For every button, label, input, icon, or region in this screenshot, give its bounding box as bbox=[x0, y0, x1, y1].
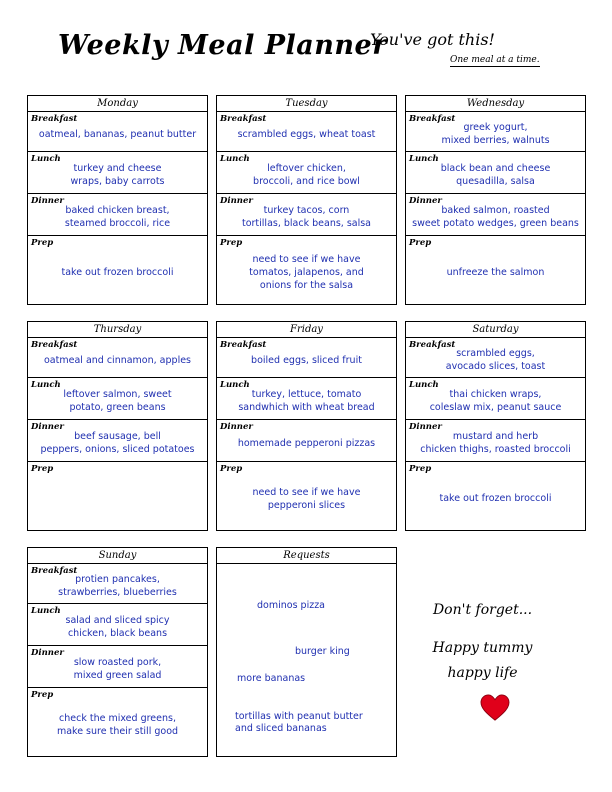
dinner-label: Dinner bbox=[31, 422, 64, 432]
lunch-section bbox=[406, 378, 585, 420]
dinner-label: Dinner bbox=[220, 196, 253, 206]
dinner-entry: slow roasted pork, mixed green salad bbox=[73, 657, 162, 681]
lunch-section bbox=[28, 152, 207, 194]
breakfast-label: Breakfast bbox=[31, 114, 78, 124]
lunch-section bbox=[28, 378, 207, 420]
dinner-entry: homemade pepperoni pizzas bbox=[237, 438, 376, 449]
breakfast-entry: scrambled eggs, wheat toast bbox=[237, 129, 376, 140]
requests-heading: Requests bbox=[217, 548, 396, 564]
breakfast-entry: protien pancakes, strawberries, blueberries bbox=[58, 574, 177, 598]
heart-icon bbox=[480, 694, 510, 722]
prep-section bbox=[28, 236, 207, 305]
day-box-monday bbox=[27, 95, 208, 305]
dinner-entry: baked salmon, roasted sweet potato wedges, green beans bbox=[412, 205, 579, 229]
breakfast-entry: boiled eggs, sliced fruit bbox=[251, 355, 362, 366]
lunch-label: Lunch bbox=[31, 606, 61, 616]
lunch-label: Lunch bbox=[220, 154, 250, 164]
dinner-label: Dinner bbox=[220, 422, 253, 432]
dinner-section bbox=[217, 194, 396, 236]
breakfast-entry: greek yogurt, mixed berries, walnuts bbox=[441, 122, 550, 146]
subtagline: One meal at a time. bbox=[450, 55, 540, 65]
prep-entry: take out frozen broccoli bbox=[439, 493, 552, 504]
prep-section bbox=[406, 236, 585, 305]
prep-label: Prep bbox=[31, 464, 54, 474]
breakfast-label: Breakfast bbox=[220, 340, 267, 350]
day-heading: Tuesday bbox=[217, 96, 396, 112]
dinner-entry: mustard and herb chicken thighs, roasted broccoli bbox=[420, 431, 571, 455]
dinner-section bbox=[217, 420, 396, 462]
prep-section bbox=[406, 462, 585, 531]
breakfast-label: Breakfast bbox=[409, 340, 456, 350]
dinner-section bbox=[28, 420, 207, 462]
request-item: tortillas with peanut butter and sliced bananas bbox=[235, 711, 363, 734]
request-item: dominos pizza bbox=[257, 600, 326, 611]
prep-entry: need to see if we have pepperoni slices bbox=[252, 487, 361, 511]
lunch-section bbox=[406, 152, 585, 194]
dinner-section bbox=[406, 420, 585, 462]
breakfast-section bbox=[406, 338, 585, 378]
lunch-entry: leftover salmon, sweet potato, green beans bbox=[63, 389, 172, 413]
lunch-entry: salad and sliced spicy chicken, black beans bbox=[65, 615, 170, 639]
prep-label: Prep bbox=[409, 464, 432, 474]
prep-label: Prep bbox=[220, 238, 243, 248]
day-heading: Monday bbox=[28, 96, 207, 112]
dinner-section bbox=[28, 194, 207, 236]
breakfast-entry: scrambled eggs, avocado slices, toast bbox=[445, 348, 546, 372]
day-box-friday bbox=[216, 321, 397, 531]
prep-entry: take out frozen broccoli bbox=[61, 267, 174, 278]
lunch-entry: black bean and cheese quesadilla, salsa bbox=[440, 163, 551, 187]
dinner-entry: beef sausage, bell peppers, onions, sliced potatoes bbox=[40, 431, 195, 455]
lunch-entry: thai chicken wraps, coleslaw mix, peanut sauce bbox=[429, 389, 562, 413]
prep-entry: need to see if we have tomatos, jalapenos, and onions for the salsa bbox=[249, 254, 364, 291]
breakfast-section bbox=[28, 564, 207, 604]
lunch-entry: turkey, lettuce, tomato sandwhich with wheat bread bbox=[238, 389, 375, 413]
lunch-label: Lunch bbox=[409, 154, 439, 164]
breakfast-label: Breakfast bbox=[220, 114, 267, 124]
day-heading: Thursday bbox=[28, 322, 207, 338]
breakfast-section bbox=[28, 338, 207, 378]
breakfast-label: Breakfast bbox=[409, 114, 456, 124]
dinner-label: Dinner bbox=[31, 196, 64, 206]
dinner-section bbox=[406, 194, 585, 236]
breakfast-entry: oatmeal, bananas, peanut butter bbox=[38, 129, 197, 140]
day-box-sunday bbox=[27, 547, 208, 757]
day-box-wednesday bbox=[405, 95, 586, 305]
breakfast-label: Breakfast bbox=[31, 340, 78, 350]
request-item: more bananas bbox=[237, 673, 306, 684]
dinner-label: Dinner bbox=[409, 196, 442, 206]
dinner-entry: turkey tacos, corn tortillas, black beans, salsa bbox=[241, 205, 372, 229]
lunch-label: Lunch bbox=[409, 380, 439, 390]
prep-label: Prep bbox=[409, 238, 432, 248]
day-heading: Wednesday bbox=[406, 96, 585, 112]
prep-section bbox=[217, 236, 396, 305]
day-box-saturday bbox=[405, 321, 586, 531]
day-box-tuesday bbox=[216, 95, 397, 305]
dinner-entry: baked chicken breast, steamed broccoli, rice bbox=[64, 205, 171, 229]
breakfast-section bbox=[217, 338, 396, 378]
dinner-section bbox=[28, 646, 207, 688]
dinner-label: Dinner bbox=[31, 648, 64, 658]
lunch-section bbox=[217, 378, 396, 420]
requests-box bbox=[216, 547, 397, 757]
prep-label: Prep bbox=[31, 690, 54, 700]
lunch-section bbox=[28, 604, 207, 646]
breakfast-section bbox=[406, 112, 585, 152]
prep-entry: check the mixed greens, make sure their still good bbox=[56, 713, 179, 737]
prep-label: Prep bbox=[220, 464, 243, 474]
day-heading: Sunday bbox=[28, 548, 207, 564]
breakfast-section bbox=[217, 112, 396, 152]
prep-section bbox=[217, 462, 396, 531]
note-line-3: happy life bbox=[447, 665, 518, 681]
lunch-section bbox=[217, 152, 396, 194]
lunch-label: Lunch bbox=[31, 380, 61, 390]
lunch-entry: leftover chicken, broccoli, and rice bowl bbox=[253, 163, 360, 187]
tagline: You've got this! bbox=[370, 30, 495, 49]
day-heading: Saturday bbox=[406, 322, 585, 338]
prep-label: Prep bbox=[31, 238, 54, 248]
breakfast-section bbox=[28, 112, 207, 152]
lunch-label: Lunch bbox=[220, 380, 250, 390]
dinner-label: Dinner bbox=[409, 422, 442, 432]
day-box-thursday bbox=[27, 321, 208, 531]
lunch-entry: turkey and cheese wraps, baby carrots bbox=[70, 163, 165, 187]
note-line-2: Happy tummy bbox=[432, 640, 533, 656]
lunch-label: Lunch bbox=[31, 154, 61, 164]
prep-entry: unfreeze the salmon bbox=[446, 267, 545, 278]
day-heading: Friday bbox=[217, 322, 396, 338]
breakfast-entry: oatmeal and cinnamon, apples bbox=[44, 355, 191, 366]
breakfast-label: Breakfast bbox=[31, 566, 78, 576]
page-title: Weekly Meal Planner bbox=[58, 30, 387, 61]
note-line-1: Don't forget... bbox=[432, 602, 533, 618]
prep-section bbox=[28, 688, 207, 757]
prep-section bbox=[28, 462, 207, 531]
request-item: burger king bbox=[295, 646, 350, 657]
